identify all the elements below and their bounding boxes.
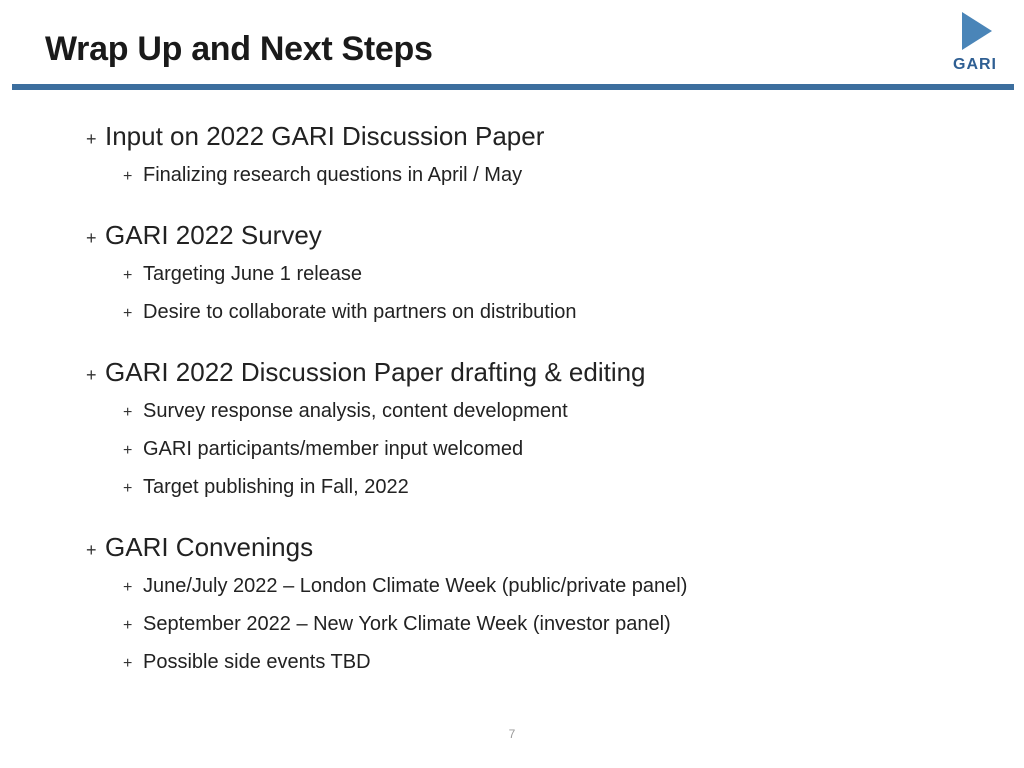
bullet-list [86, 118, 986, 704]
bullet-level1 [86, 529, 986, 568]
header-divider [12, 84, 1014, 90]
plus-bullet-icon: + [123, 579, 133, 596]
section-survey [86, 217, 986, 332]
bullet-level2 [86, 393, 986, 431]
bullet-level2 [86, 157, 986, 195]
bullet-text: Desire to collaborate with partners on distribution [143, 301, 577, 323]
bullet-text: Input on 2022 GARI Discussion Paper [105, 121, 545, 151]
bullet-level2 [86, 469, 986, 507]
bullet-text: June/July 2022 – London Climate Week (public/private panel) [143, 575, 688, 597]
bullet-text: GARI participants/member input welcomed [143, 438, 524, 460]
plus-bullet-icon: + [123, 442, 133, 459]
plus-bullet-icon: + [86, 228, 97, 248]
bullet-text: Target publishing in Fall, 2022 [143, 476, 409, 498]
section-discussion-paper-input [86, 118, 986, 195]
plus-bullet-icon: + [86, 365, 97, 385]
bullet-level2 [86, 431, 986, 469]
plus-bullet-icon: + [123, 267, 133, 284]
bullet-text: GARI 2022 Survey [105, 220, 322, 250]
section-convenings [86, 529, 986, 682]
bullet-level2 [86, 256, 986, 294]
bullet-level1 [86, 217, 986, 256]
logo-text: GARI [953, 56, 997, 73]
bullet-level1 [86, 118, 986, 157]
bullet-text: Targeting June 1 release [143, 263, 363, 285]
plus-bullet-icon: + [123, 617, 133, 634]
bullet-level2 [86, 294, 986, 332]
slide-title: Wrap Up and Next Steps [45, 30, 433, 68]
bullet-text: GARI Convenings [105, 532, 314, 562]
plus-bullet-icon: + [86, 540, 97, 560]
bullet-text: GARI 2022 Discussion Paper drafting & editing [105, 357, 646, 387]
bullet-text: Finalizing research questions in April / May [143, 164, 523, 186]
bullet-level1 [86, 354, 986, 393]
plus-bullet-icon: + [123, 305, 133, 322]
plus-bullet-icon: + [123, 404, 133, 421]
bullet-level2 [86, 568, 986, 606]
plus-bullet-icon: + [123, 168, 133, 185]
section-paper-drafting [86, 354, 986, 507]
bullet-text: Survey response analysis, content development [143, 400, 568, 422]
bullet-text: Possible side events TBD [143, 651, 371, 673]
plus-bullet-icon: + [123, 480, 133, 497]
bullet-level2 [86, 606, 986, 644]
gari-logo [950, 12, 1002, 76]
bullet-text: September 2022 – New York Climate Week (investor panel) [143, 613, 671, 635]
bullet-level2 [86, 644, 986, 682]
play-triangle-icon [962, 12, 992, 50]
page-number: 7 [508, 727, 516, 741]
plus-bullet-icon: + [123, 655, 133, 672]
plus-bullet-icon: + [86, 129, 97, 149]
